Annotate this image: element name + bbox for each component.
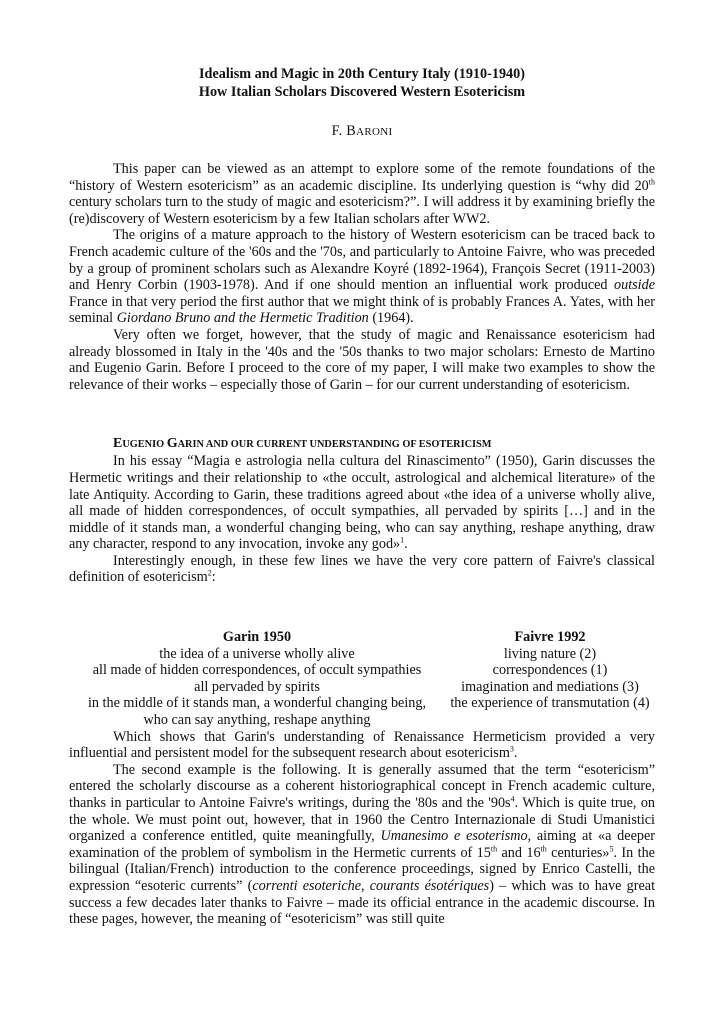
faivre-line: correspondences (1) (492, 662, 608, 679)
paragraph-5: Interestingly enough, in these few lines we have the very core pattern of Faivre's classical definition of esotericism$^2$: (69, 552, 655, 586)
comparison-table (69, 629, 655, 729)
paragraph-2: The origins of a mature approach to the history of Western esotericism can be traced back to French academic culture of the '60s and the '70s, and particularly to Antoine Faivre, who was preceded by a group of prominent scholars such as Alexandre Koyré (1892-1964), François Secret (1911-2003) and Henry Corbin (1903-1978). And if one should mention an influential work produced outside France in that very period the first author that we might think of is probably Frances A. Yates, with her seminal Giordano Bruno and the Hermetic Tradition (1964). (69, 227, 655, 327)
title-line-1: Idealism and Magic in 20th Century Italy (1910-1940) (199, 66, 525, 82)
section-heading: EUGENIO GARIN AND OUR CURRENT UNDERSTANDING OF ESOTERICISM (113, 436, 492, 452)
garin-column-heading: Garin 1950 (222, 629, 292, 646)
paper-title (69, 66, 655, 101)
garin-line: in the middle of it stands man, a wonderful changing being, (87, 695, 427, 712)
paragraph-6: Which shows that Garin's understanding of Renaissance Hermeticism provided a very influential and persistent model for the subsequent research about esotericism$^3$. (69, 728, 655, 762)
paragraph-7: The second example is the following. It is generally assumed that the term “esotericism” entered the scholarly discourse as a coherent historiographical concept in French academic culture, thanks in particular to Antoine Faivre's writings, during the '80s and the '$90s^4$. Which is quite true, on the whole. We must point out, however, that in 1960 the Centro Internazionale di Studi Umanistici organized a conference entitled, quite meaningfully, Umanesimo e esoterismo, aiming at «a deeper examination of the problem of symbolism in the Hermetic currents of 15th and 16th centuries»$^5$. In the bilingual (Italian/French) introduction to the conference proceedings, signed by Enrico Castelli, the expression “esoteric currents” (correnti esoteriche, courants ésotériques) – which was to have great success a few decades later thanks to Faivre – made its official entrance in the academic discourse. In these pages, however, the meaning of “esotericism” was still quite (69, 761, 656, 928)
author-name: F. BARONI (331, 123, 393, 139)
faivre-line: imagination and mediations (3) (461, 678, 639, 695)
faivre-column (445, 629, 655, 729)
title-line-2: How Italian Scholars Discovered Western Esotericism (198, 83, 526, 100)
garin-line: the idea of a universe wholly alive (159, 645, 355, 662)
garin-line: all made of hidden correspondences, of occult sympathies (92, 662, 422, 679)
paragraph-4: In his essay “Magia e astrologia nella cultura del Rinascimento” (1950), Garin discusses the Hermetic writings and their relationship to «the occult, astrological and alchemical literature» of the late Antiquity. According to Garin, these traditions agreed about «the idea of a universe wholly alive, all made of hidden correspondences, of occult sympathies, all pervaded by spirits […] and in the middle of it stands man, a wonderful changing being, who can say anything, reshape anything, draw any character, respond to any invocation, invoke any god»$^1$. (69, 453, 655, 553)
paragraph-1: This paper can be viewed as an attempt to explore some of the remote foundations of the “history of Western esotericism” as an academic discipline. Its underlying question is “why did 20th century scholars turn to the study of magic and esotericism?”. I will address it by examining briefly the (re)discovery of Western esotericism by a few Italian scholars after WW2. (69, 161, 655, 227)
paper-body (69, 161, 655, 928)
faivre-column-heading: Faivre 1992 (514, 629, 586, 646)
garin-line: all pervaded by spirits (194, 678, 320, 695)
faivre-line: the experience of transmutation (4) (450, 695, 650, 712)
paper-page (69, 66, 655, 928)
faivre-line: living nature (2) (503, 645, 597, 662)
garin-line: who can say anything, reshape anything (143, 712, 371, 729)
garin-column (69, 629, 445, 729)
paragraph-3: Very often we forget, however, that the study of magic and Renaissance esotericism had already blossomed in Italy in the '40s and the '50s thanks to two major scholars: Ernesto de Martino and Eugenio Garin. Before I proceed to the core of my paper, I will make two examples to show the relevance of their works – especially those of Garin – for our current understanding of esotericism. (69, 326, 655, 393)
